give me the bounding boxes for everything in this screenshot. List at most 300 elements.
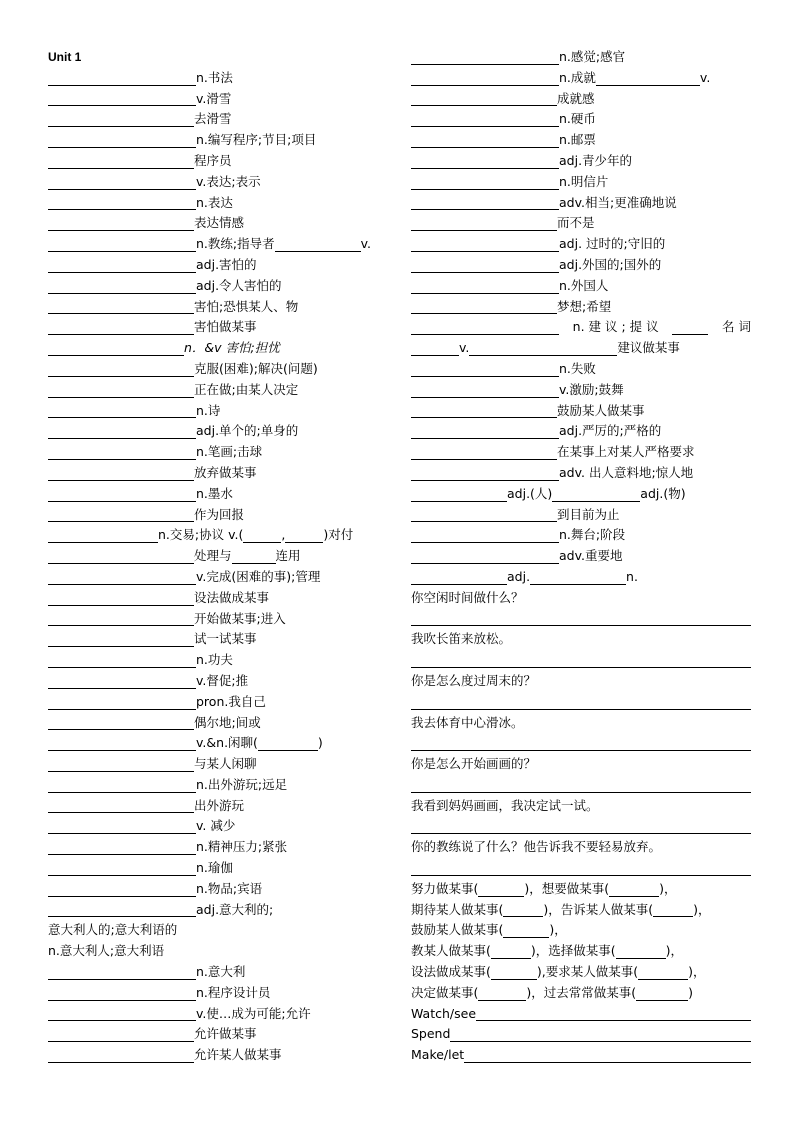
left-entry	[48, 484, 388, 505]
right-entry	[411, 463, 751, 484]
fill-in-blank[interactable]	[411, 91, 557, 106]
right-entry	[411, 68, 751, 89]
fill-in-blank[interactable]	[411, 570, 507, 585]
entry-text: n.瑜伽	[196, 860, 233, 876]
entry-text: Watch/see	[411, 1005, 477, 1021]
left-entry	[48, 193, 388, 214]
fill-in-blank[interactable]	[411, 279, 559, 294]
entry-text: n.笔画;击球	[196, 444, 263, 460]
entry-text: 处理与	[194, 548, 232, 564]
fill-in-blank[interactable]	[411, 195, 559, 210]
fill-in-blank[interactable]	[275, 237, 361, 252]
entry-text: pron.我自己	[196, 693, 266, 709]
entry-text: n.出外游玩;远足	[196, 776, 288, 792]
entry-text: )，想要做某事(	[524, 880, 610, 896]
fill-in-blank[interactable]	[616, 944, 666, 959]
fill-in-blank[interactable]	[48, 611, 194, 626]
entry-text: 你空闲时间做什么？	[411, 589, 524, 605]
left-entry	[48, 421, 388, 442]
right-entry	[411, 837, 751, 858]
fill-in-blank[interactable]	[48, 1027, 194, 1042]
fill-in-blank[interactable]	[48, 487, 196, 502]
fill-in-blank[interactable]	[48, 466, 194, 481]
entry-text: n.感觉;感官	[559, 49, 626, 64]
entry-text: )	[317, 735, 323, 751]
left-entry	[48, 1024, 388, 1045]
entry-text: ,	[281, 527, 286, 543]
right-entry	[411, 359, 751, 380]
left-entry	[48, 671, 388, 692]
entry-text: 鼓励某人做某事(	[411, 922, 504, 938]
entry-text: 期待某人做某事(	[411, 901, 504, 917]
left-entry	[48, 463, 388, 484]
fill-in-blank[interactable]	[48, 653, 196, 668]
right-entry	[411, 920, 751, 941]
left-entry	[48, 442, 388, 463]
fill-in-blank[interactable]	[48, 570, 196, 585]
left-entry	[48, 546, 388, 567]
left-entry	[48, 172, 388, 193]
entry-text: v.使…成为可能;允许	[196, 1005, 311, 1021]
right-entry	[411, 338, 751, 359]
entry-text: 表达情感	[194, 215, 245, 231]
entry-text: adj. 过时的;守旧的	[559, 236, 666, 252]
fill-in-blank[interactable]	[596, 71, 700, 86]
left-entry	[48, 941, 388, 962]
entry-text: adj.单个的;单身的	[196, 423, 299, 439]
entry-text: )对付	[323, 527, 354, 543]
left-entry	[48, 338, 388, 359]
entry-text: 害怕做某事	[194, 319, 257, 335]
answer-line[interactable]	[411, 736, 751, 751]
entry-text: )，	[688, 964, 706, 980]
entry-text: n．&v 害怕;担忧	[184, 340, 280, 356]
entry-text: n.物品;宾语	[196, 880, 263, 896]
entry-text: adj.令人害怕的	[196, 277, 282, 293]
right-entry	[411, 421, 751, 442]
left-entry	[48, 567, 388, 588]
entry-text: n.诗	[196, 402, 221, 418]
entry-text: 程序员	[194, 152, 232, 168]
entry-text: 在某事上对某人严格要求	[557, 444, 695, 460]
fill-in-blank[interactable]	[48, 216, 194, 231]
left-column	[48, 47, 388, 1066]
left-entry	[48, 816, 388, 837]
entry-text: 意大利人的;意大利语的	[48, 922, 178, 938]
fill-in-blank[interactable]	[48, 1048, 194, 1063]
entry-text: 去滑雪	[194, 111, 232, 127]
entry-text: 出外游玩	[194, 797, 245, 813]
answer-line[interactable]	[411, 819, 751, 834]
entry-text: 努力做某事(	[411, 880, 479, 896]
entry-text: 你的教练说了什么？他告诉我不要轻易放弃。	[411, 839, 662, 855]
fill-in-blank[interactable]	[48, 403, 196, 418]
entry-text: adv.重要地	[559, 548, 623, 564]
right-entry	[411, 213, 751, 234]
fill-in-blank[interactable]	[48, 112, 194, 127]
entry-text: 开始做某事;进入	[194, 610, 286, 626]
fill-in-blank[interactable]	[48, 798, 194, 813]
entry-text: 梦想;希望	[557, 298, 612, 314]
fill-in-blank[interactable]	[48, 591, 194, 606]
left-entry	[48, 276, 388, 297]
left-entry	[48, 796, 388, 817]
fill-in-blank[interactable]	[469, 341, 617, 356]
fill-in-blank[interactable]	[411, 383, 559, 398]
fill-in-blank[interactable]	[636, 986, 688, 1001]
left-entry	[48, 1045, 388, 1066]
fill-in-blank[interactable]	[48, 383, 194, 398]
entry-text: n. 建 议 ; 提 议	[572, 319, 659, 335]
fill-in-blank[interactable]	[411, 424, 559, 439]
entry-text: 你是怎么开始画画的？	[411, 756, 537, 772]
right-entry	[411, 733, 751, 754]
left-entry	[48, 879, 388, 900]
right-entry	[411, 1024, 751, 1045]
entry-text: adv.相当;更准确地说	[559, 194, 677, 210]
right-entry	[411, 276, 751, 297]
right-entry	[411, 941, 751, 962]
entry-text: 正在做;由某人决定	[194, 381, 299, 397]
entry-text: 设法做成某事	[194, 589, 270, 605]
left-entry	[48, 68, 388, 89]
fill-in-blank[interactable]	[478, 986, 526, 1001]
fill-in-blank[interactable]	[48, 840, 196, 855]
fill-in-blank[interactable]	[411, 112, 559, 127]
unit-heading	[48, 47, 388, 68]
entry-text: n.编写程序;节目;项目	[196, 132, 317, 148]
left-entry	[48, 920, 388, 941]
fill-in-blank[interactable]	[491, 944, 531, 959]
entry-text: adj.害怕的	[196, 256, 257, 272]
right-entry	[411, 234, 751, 255]
entry-text: 我看到妈妈画画，我决定试一试。	[411, 797, 599, 813]
fill-in-blank[interactable]	[48, 757, 194, 772]
left-entry	[48, 837, 388, 858]
fill-in-blank[interactable]	[48, 237, 196, 252]
left-entry	[48, 505, 388, 526]
answer-line[interactable]	[450, 1027, 751, 1042]
entry-text: Make/let	[411, 1047, 465, 1063]
entry-text: )，告诉某人做某事(	[543, 901, 654, 917]
left-entry	[48, 359, 388, 380]
entry-text: n.意大利	[196, 964, 246, 980]
entry-text: n.功夫	[196, 652, 233, 668]
entry-text: 放弃做某事	[194, 464, 257, 480]
right-column	[411, 47, 751, 1066]
answer-line[interactable]	[411, 653, 751, 668]
right-entry	[411, 317, 751, 338]
entry-text: v.激励;鼓舞	[559, 381, 624, 397]
left-entry	[48, 297, 388, 318]
left-entry	[48, 130, 388, 151]
entry-text: adv. 出人意料地;惊人地	[559, 464, 694, 480]
left-entry	[48, 1004, 388, 1025]
fill-in-blank[interactable]	[478, 882, 524, 897]
right-entry	[411, 546, 751, 567]
entry-text: v.滑雪	[196, 90, 232, 106]
fill-in-blank[interactable]	[411, 362, 559, 377]
entry-text: 到目前为止	[557, 506, 620, 522]
right-entry	[411, 130, 751, 151]
entry-text: n.教练;指导者	[196, 236, 275, 252]
fill-in-blank[interactable]	[48, 549, 194, 564]
fill-in-blank[interactable]	[672, 320, 708, 335]
right-entry	[411, 858, 751, 879]
entry-text: n.程序设计员	[196, 984, 271, 1000]
fill-in-blank[interactable]	[411, 216, 557, 231]
fill-in-blank[interactable]	[48, 362, 194, 377]
right-entry	[411, 255, 751, 276]
left-entry	[48, 962, 388, 983]
right-entry	[411, 816, 751, 837]
entry-text: v.	[699, 69, 711, 85]
left-entry	[48, 900, 388, 921]
left-entry	[48, 733, 388, 754]
right-entry	[411, 609, 751, 630]
fill-in-blank[interactable]	[411, 341, 459, 356]
left-entry	[48, 234, 388, 255]
right-entry	[411, 1045, 751, 1066]
entry-text: adj.(人)	[507, 485, 553, 501]
entry-text: adj.外国的;国外的	[559, 256, 662, 272]
left-entry	[48, 213, 388, 234]
fill-in-blank[interactable]	[48, 528, 158, 543]
answer-line[interactable]	[411, 861, 751, 876]
left-entry	[48, 89, 388, 110]
entry-text: 害怕;恐惧某人、物	[194, 298, 299, 314]
entry-text: v.	[459, 340, 470, 356]
entry-text: n.硬币	[559, 111, 596, 127]
entry-text: n.明信片	[559, 173, 609, 189]
right-entry	[411, 796, 751, 817]
answer-line[interactable]	[411, 778, 751, 793]
fill-in-blank[interactable]	[48, 674, 196, 689]
fill-in-blank[interactable]	[48, 299, 194, 314]
answer-line[interactable]	[411, 611, 751, 626]
fill-in-blank[interactable]	[48, 71, 196, 86]
right-entry	[411, 172, 751, 193]
fill-in-blank[interactable]	[411, 466, 559, 481]
fill-in-blank[interactable]	[491, 965, 537, 980]
fill-in-blank[interactable]	[411, 549, 559, 564]
fill-in-blank[interactable]	[609, 882, 659, 897]
entry-text: )，	[659, 880, 677, 896]
left-entry	[48, 754, 388, 775]
entry-text: n.成就	[559, 69, 596, 85]
entry-text: 我吹长笛来放松。	[411, 631, 512, 647]
fill-in-blank[interactable]	[232, 549, 276, 564]
left-entry	[48, 609, 388, 630]
left-entry	[48, 380, 388, 401]
right-entry	[411, 775, 751, 796]
entry-text: ),要求某人做某事(	[536, 964, 639, 980]
fill-in-blank[interactable]	[411, 133, 559, 148]
left-entry	[48, 775, 388, 796]
entry-text: )，	[665, 943, 684, 959]
fill-in-blank[interactable]	[530, 570, 626, 585]
left-entry	[48, 109, 388, 130]
entry-text: 偶尔地;间或	[194, 714, 261, 730]
fill-in-blank[interactable]	[48, 175, 196, 190]
entry-text: )，	[693, 901, 711, 917]
fill-in-blank[interactable]	[48, 507, 194, 522]
entry-text: adj.(物)	[640, 485, 686, 501]
left-entry	[48, 983, 388, 1004]
right-entry	[411, 505, 751, 526]
entry-text: 成就感	[557, 90, 595, 106]
entry-text: 试一试某事	[194, 631, 257, 647]
fill-in-blank[interactable]	[48, 195, 196, 210]
right-entry	[411, 442, 751, 463]
fill-in-blank[interactable]	[411, 403, 557, 418]
entry-text: )，	[549, 922, 567, 938]
left-entry	[48, 317, 388, 338]
fill-in-blank[interactable]	[48, 986, 196, 1001]
left-entry	[48, 588, 388, 609]
right-entry	[411, 713, 751, 734]
unit-title: Unit 1	[48, 50, 82, 64]
fill-in-blank[interactable]	[48, 154, 194, 169]
fill-in-blank[interactable]	[48, 736, 196, 751]
fill-in-blank[interactable]	[411, 507, 557, 522]
right-entry	[411, 297, 751, 318]
fill-in-blank[interactable]	[411, 487, 507, 502]
left-entry	[48, 858, 388, 879]
entry-text: adj.严厉的;严格的	[559, 423, 662, 439]
fill-in-blank[interactable]	[638, 965, 688, 980]
answer-line[interactable]	[464, 1048, 751, 1063]
fill-in-blank[interactable]	[411, 258, 559, 273]
right-entry	[411, 525, 751, 546]
left-entry	[48, 255, 388, 276]
fill-in-blank[interactable]	[411, 528, 559, 543]
entry-text: 作为回报	[194, 506, 245, 522]
entry-text: 而不是	[557, 215, 595, 231]
right-entry	[411, 983, 751, 1004]
right-entry	[411, 754, 751, 775]
entry-text: v. 减少	[196, 818, 236, 834]
fill-in-blank[interactable]	[48, 819, 196, 834]
entry-text: 克服(困难);解决(问题)	[194, 360, 318, 376]
right-entry	[411, 401, 751, 422]
entry-text: 鼓励某人做某事	[557, 402, 645, 418]
right-entry	[411, 380, 751, 401]
fill-in-blank[interactable]	[48, 632, 194, 647]
right-entry	[411, 692, 751, 713]
right-entry	[411, 650, 751, 671]
fill-in-blank[interactable]	[411, 320, 559, 335]
fill-in-blank[interactable]	[503, 923, 549, 938]
fill-in-blank[interactable]	[243, 528, 281, 543]
fill-in-blank[interactable]	[48, 258, 196, 273]
entry-text: adj.	[507, 568, 531, 584]
right-entry	[411, 484, 751, 505]
right-entry	[411, 588, 751, 609]
entry-text: v.	[360, 236, 372, 252]
fill-in-blank[interactable]	[48, 715, 194, 730]
fill-in-blank[interactable]	[411, 445, 557, 460]
fill-in-blank[interactable]	[411, 71, 559, 86]
answer-line[interactable]	[476, 1006, 751, 1021]
left-entry	[48, 525, 388, 546]
right-entry	[411, 879, 751, 900]
fill-in-blank[interactable]	[503, 902, 543, 917]
left-entry	[48, 650, 388, 671]
right-entry	[411, 193, 751, 214]
entry-text: 你是怎么度过周末的？	[411, 672, 537, 688]
entry-text: 教某人做某事(	[411, 943, 491, 959]
fill-in-blank[interactable]	[411, 154, 559, 169]
fill-in-blank[interactable]	[48, 1006, 196, 1021]
right-entry	[411, 109, 751, 130]
right-entry	[411, 47, 751, 68]
fill-in-blank[interactable]	[411, 237, 559, 252]
fill-in-blank[interactable]	[285, 528, 323, 543]
fill-in-blank[interactable]	[48, 965, 196, 980]
entry-text: n.外国人	[559, 277, 609, 293]
entry-text: v.完成(困难的事);管理	[196, 568, 321, 584]
fill-in-blank[interactable]	[48, 279, 196, 294]
answer-line[interactable]	[411, 695, 751, 710]
fill-in-blank[interactable]	[48, 91, 196, 106]
left-entry	[48, 692, 388, 713]
fill-in-blank[interactable]	[411, 175, 559, 190]
entry-text: n.失败	[559, 360, 596, 376]
right-entry	[411, 629, 751, 650]
fill-in-blank[interactable]	[653, 902, 693, 917]
entry-text: adj.青少年的	[559, 152, 633, 168]
entry-text: 设法做成某事(	[411, 964, 491, 980]
entry-text: v.&n.闲聊(	[196, 735, 258, 751]
fill-in-blank[interactable]	[48, 902, 196, 917]
left-entry	[48, 151, 388, 172]
right-entry	[411, 900, 751, 921]
fill-in-blank[interactable]	[258, 736, 318, 751]
fill-in-blank[interactable]	[411, 50, 559, 65]
entry-text: )	[688, 984, 694, 1000]
fill-in-blank[interactable]	[48, 861, 196, 876]
entry-text: v.督促;推	[196, 672, 249, 688]
fill-in-blank[interactable]	[48, 778, 196, 793]
fill-in-blank[interactable]	[48, 882, 196, 897]
fill-in-blank[interactable]	[48, 424, 196, 439]
entry-text: )，过去常常做某事(	[526, 984, 637, 1000]
right-entry	[411, 151, 751, 172]
entry-text: n.邮票	[559, 132, 596, 148]
right-entry	[411, 671, 751, 692]
fill-in-blank[interactable]	[48, 320, 194, 335]
fill-in-blank[interactable]	[411, 299, 557, 314]
entry-text: 名 词	[722, 319, 751, 335]
fill-in-blank[interactable]	[48, 133, 196, 148]
entry-text: 与某人闲聊	[194, 756, 257, 772]
entry-text: 连用	[275, 548, 301, 564]
left-entry	[48, 401, 388, 422]
entry-text: n.	[626, 568, 638, 584]
right-entry	[411, 962, 751, 983]
fill-in-blank[interactable]	[48, 695, 196, 710]
entry-text: 建议做某事	[617, 340, 680, 356]
entry-text: n.交易;协议 v.(	[158, 527, 244, 543]
entry-text: Spend	[411, 1026, 451, 1042]
entry-text: n.墨水	[196, 485, 233, 501]
fill-in-blank[interactable]	[48, 445, 196, 460]
right-entry	[411, 567, 751, 588]
entry-text: 允许某人做某事	[194, 1047, 282, 1063]
fill-in-blank[interactable]	[48, 341, 184, 356]
fill-in-blank[interactable]	[552, 487, 640, 502]
